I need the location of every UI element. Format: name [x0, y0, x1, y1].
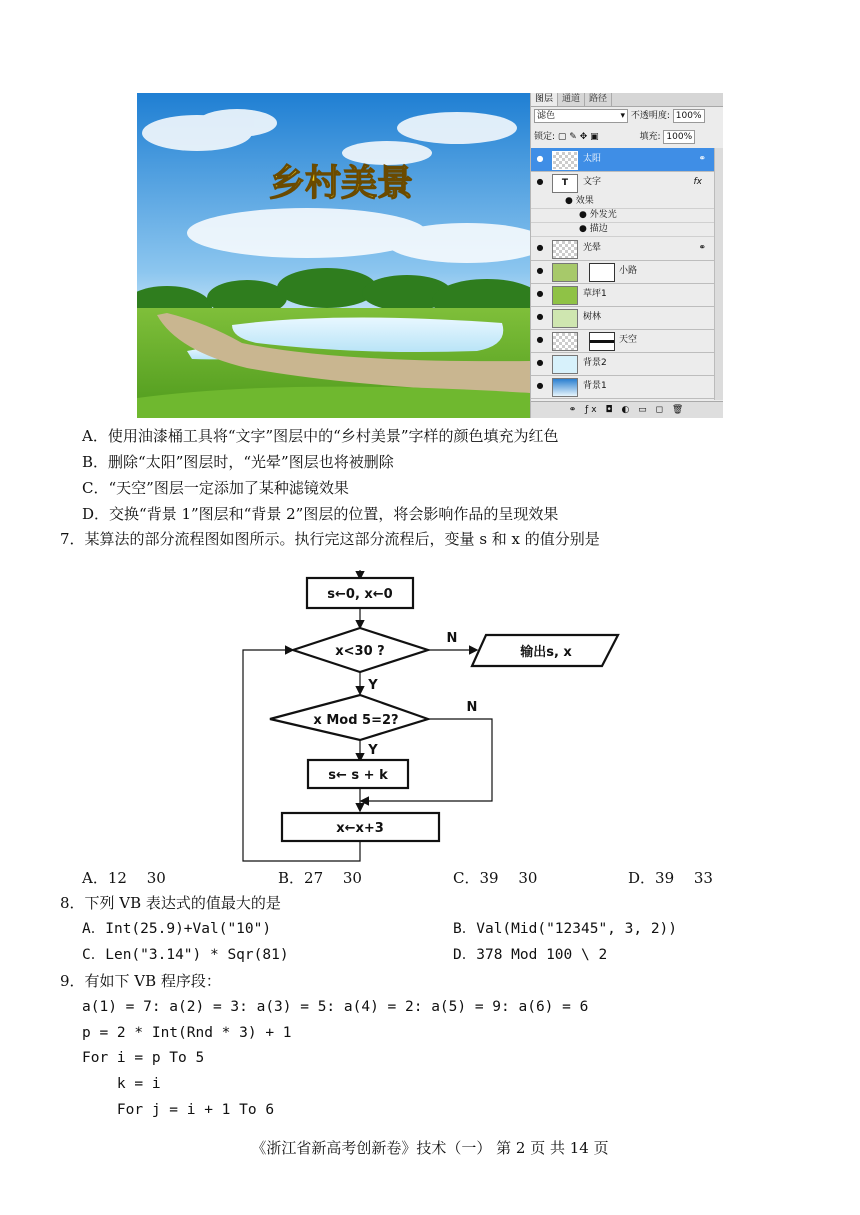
q7-option-b: B．27 30: [278, 869, 362, 887]
q7-option-d: D．39 33: [628, 869, 713, 887]
cond1-no-label: N: [446, 631, 458, 646]
q6-option-a: A．使用油漆桶工具将“文字”图层中的“乡村美景”字样的颜色填充为红色: [82, 427, 559, 445]
q6-option-d: D．交换“背景 1”图层和“背景 2”图层的位置，将会影响作品的呈现效果: [82, 505, 559, 523]
q6-option-b: B．删除“太阳”图层时，“光晕”图层也将被删除: [82, 453, 394, 471]
q8-option-c: C．Len("3.14") * Sqr(81): [82, 947, 289, 963]
layer-path[interactable]: [531, 260, 714, 284]
code-line-4: k = i: [82, 1076, 161, 1092]
assign2-text: x←x+3: [336, 821, 384, 836]
visibility-eye-icon[interactable]: ●: [536, 358, 544, 367]
lock-icons[interactable]: ▢ ✎ ✥ ▣: [557, 132, 599, 142]
blend-row: [531, 108, 723, 124]
q8-option-a: A．Int(25.9)+Val("10"): [82, 921, 272, 937]
page-footer: 《浙江省新高考创新卷》技术（一） 第 2 页 共 14 页: [251, 1139, 609, 1157]
cond2-text: x Mod 5=2?: [313, 713, 399, 728]
code-line-2: p = 2 * Int(Rnd * 3) + 1: [82, 1025, 292, 1041]
effect-stroke[interactable]: ● 描边: [531, 222, 714, 237]
init-text: s←0, x←0: [327, 587, 393, 602]
effects-group[interactable]: ● 效果: [531, 194, 714, 209]
layer-woods[interactable]: [531, 306, 714, 330]
layer-halo[interactable]: [531, 237, 714, 261]
visibility-eye-icon[interactable]: ●: [536, 266, 544, 275]
tab-channels[interactable]: 通道: [558, 93, 585, 106]
q7-stem: 7．某算法的部分流程图如图所示。执行完这部分流程后，变量 s 和 x 的值分别是: [60, 530, 600, 548]
visibility-eye-icon[interactable]: ●: [536, 154, 544, 163]
layer-name: 草坪1: [583, 289, 607, 299]
visibility-eye-icon[interactable]: ●: [536, 177, 544, 186]
layer-sky[interactable]: [531, 329, 714, 353]
link-icon: ⚭: [698, 243, 706, 253]
cond1-text: x<30 ?: [335, 644, 385, 659]
cond2-yes-label: Y: [368, 743, 378, 758]
layer-name: 光晕: [583, 243, 602, 253]
flowchart: [230, 570, 630, 870]
layer-background-2[interactable]: [531, 352, 714, 376]
tab-layers[interactable]: 图层: [531, 93, 558, 106]
code-line-1: a(1) = 7: a(2) = 3: a(3) = 5: a(4) = 2: a(5) = 9: a(6) = 6: [82, 999, 589, 1015]
layer-mask-thumbnail: [589, 263, 615, 282]
visibility-eye-icon[interactable]: ●: [536, 381, 544, 390]
visibility-eye-icon[interactable]: ●: [536, 289, 544, 298]
blend-mode-select[interactable]: 滤色 ▾: [534, 109, 628, 123]
output-text: 输出s, x: [520, 645, 572, 660]
layer-name: 背景2: [583, 358, 607, 368]
link-icon: ⚭: [698, 154, 706, 164]
opacity-input[interactable]: 100%: [673, 109, 705, 123]
layer-name: 文字: [583, 177, 602, 187]
text-layer-thumbnail: T: [552, 174, 578, 193]
visibility-eye-icon[interactable]: ●: [536, 243, 544, 252]
layer-lawn[interactable]: [531, 283, 714, 307]
fx-icon: fx: [693, 177, 702, 187]
opacity-label: 不透明度:: [630, 111, 670, 121]
layer-mask-thumbnail: [589, 332, 615, 351]
q9-stem: 9．有如下 VB 程序段：: [60, 972, 221, 990]
visibility-eye-icon[interactable]: ●: [536, 335, 544, 344]
layer-name: 树林: [583, 312, 602, 322]
q8-option-d: D．378 Mod 100 \ 2: [453, 947, 608, 963]
layer-name: 小路: [619, 266, 638, 276]
layer-name: 天空: [619, 335, 638, 345]
layer-thumbnail: [552, 355, 578, 374]
lock-row: [531, 129, 723, 145]
q6-option-c: C．“天空”图层一定添加了某种滤镜效果: [82, 479, 349, 497]
photoshop-figure: [137, 93, 723, 418]
q8-stem: 8．下列 VB 表达式的值最大的是: [60, 894, 281, 912]
panel-tabs: [531, 93, 723, 107]
q8-option-b: B．Val(Mid("12345", 3, 2)): [453, 921, 678, 937]
cond2-no-label: N: [466, 700, 478, 715]
layer-thumbnail: [552, 240, 578, 259]
fill-label: 填充:: [639, 132, 661, 142]
layer-thumbnail: [552, 378, 578, 397]
title-art-text: 乡村美景: [269, 162, 414, 204]
q7-option-a: A．12 30: [82, 869, 166, 887]
countryside-scene-image: [137, 93, 530, 418]
effect-outer-glow[interactable]: ● 外发光: [531, 208, 714, 223]
layer-name: 太阳: [583, 154, 602, 164]
code-line-5: For j = i + 1 To 6: [82, 1102, 275, 1118]
cond1-yes-label: Y: [368, 678, 378, 693]
visibility-eye-icon[interactable]: ●: [536, 312, 544, 321]
assign1-text: s← s + k: [328, 768, 388, 783]
tab-paths[interactable]: 路径: [585, 93, 612, 106]
q7-option-c: C．39 30: [453, 869, 538, 887]
layer-background-1[interactable]: [531, 375, 714, 399]
fill-input[interactable]: 100%: [663, 130, 695, 144]
layers-panel: [530, 93, 723, 418]
code-line-3: For i = p To 5: [82, 1050, 205, 1066]
layer-text[interactable]: [531, 171, 714, 194]
layer-name: 背景1: [583, 381, 607, 391]
panel-bottom-toolbar[interactable]: ⚭ ƒx ◘ ◐ ▭ ◻ 🗑: [531, 401, 723, 418]
layer-thumbnail: [552, 151, 578, 170]
layer-thumbnail: [552, 309, 578, 328]
layer-thumbnail: [552, 263, 578, 282]
layer-list-scrollbar[interactable]: [714, 148, 723, 400]
layer-list: [531, 148, 723, 400]
layer-thumbnail: [552, 286, 578, 305]
lock-label: 锁定:: [534, 132, 556, 142]
layer-thumbnail: [552, 332, 578, 351]
layer-sun[interactable]: [531, 148, 714, 172]
